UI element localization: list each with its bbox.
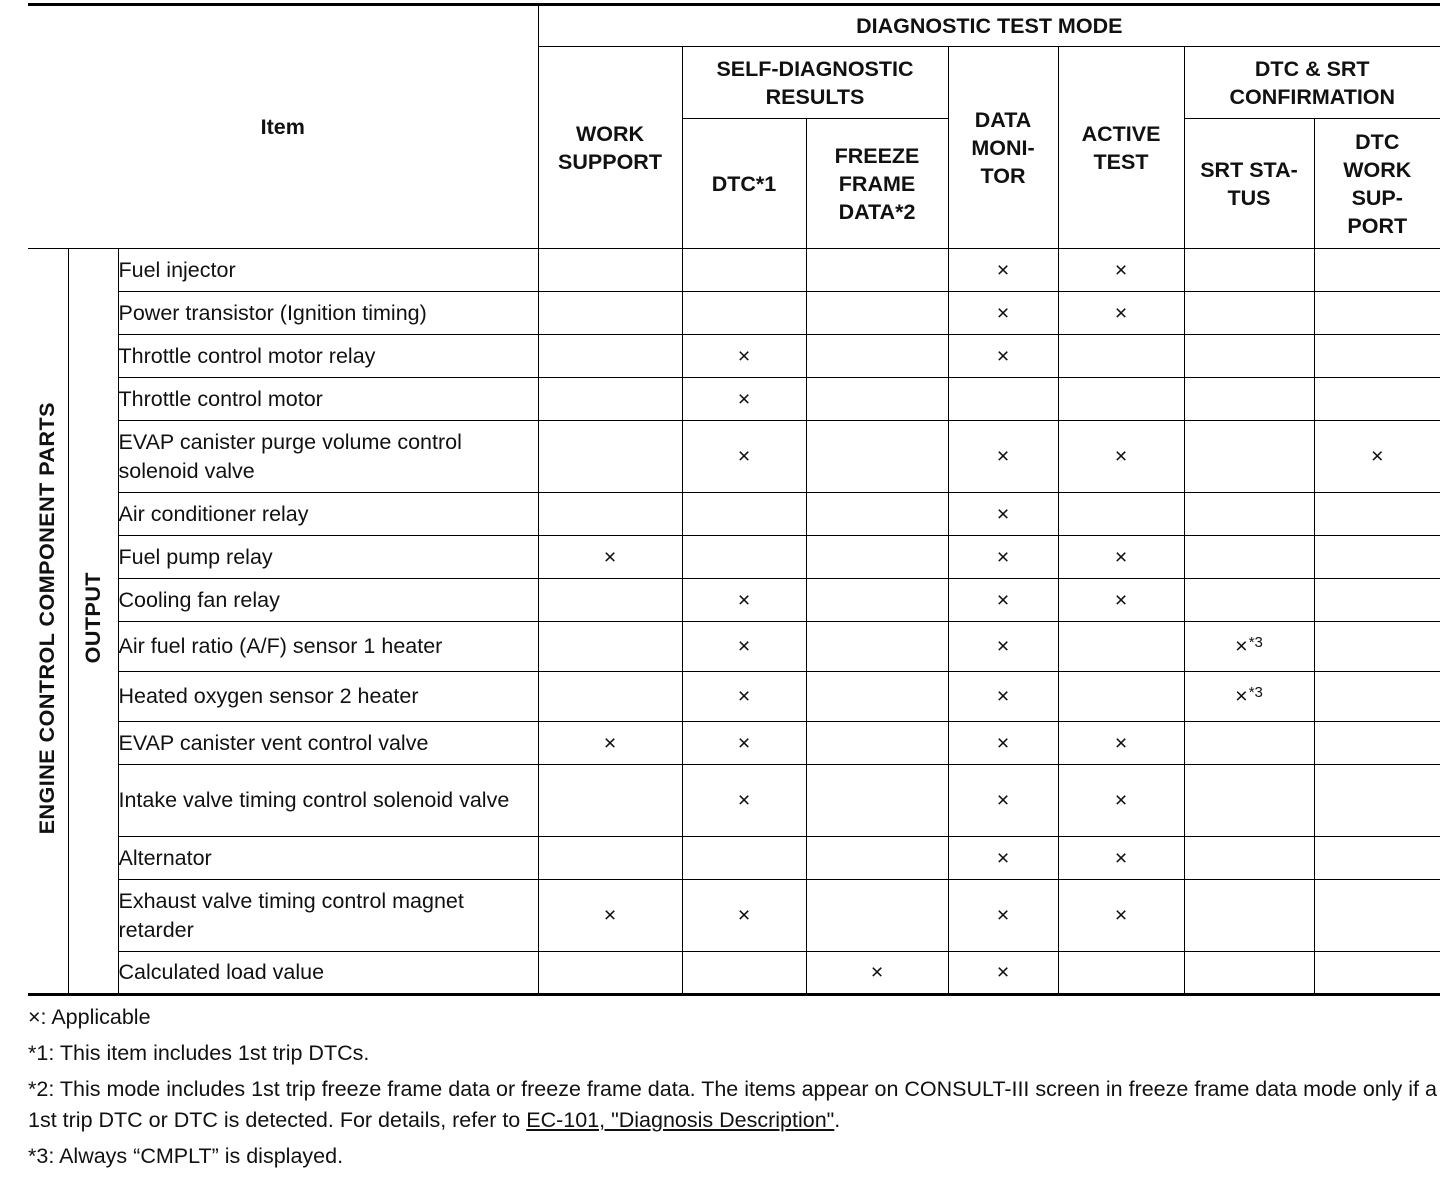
mark-cell — [538, 249, 682, 292]
self-diagnostic-results-header: SELF-DIAGNOSTIC RESULTS — [682, 47, 948, 119]
mark-cell: × — [682, 765, 806, 837]
mark-cell — [1184, 378, 1314, 421]
mark-cell — [1184, 493, 1314, 536]
mark-cell — [1058, 493, 1184, 536]
mark-cell — [1314, 722, 1440, 765]
data-monitor-header: DATA MONI- TOR — [948, 47, 1058, 249]
item-name: Heated oxygen sensor 2 heater — [118, 672, 538, 722]
item-name: Cooling fan relay — [118, 579, 538, 622]
component-group-label: ENGINE CONTROL COMPONENT PARTS — [28, 249, 68, 995]
mark-cell — [1314, 579, 1440, 622]
mark-cell — [806, 292, 948, 335]
mark-cell — [806, 493, 948, 536]
diagnosis-description-link[interactable]: EC-101, "Diagnosis Description" — [526, 1108, 835, 1132]
item-name: Throttle control motor — [118, 378, 538, 421]
mark-cell: × — [1314, 421, 1440, 493]
note-1: *1: This item includes 1st trip DTCs. — [28, 1041, 370, 1065]
diagnostic-test-mode-header: DIAGNOSTIC TEST MODE — [538, 5, 1440, 47]
mark-cell: × — [948, 292, 1058, 335]
note-3: *3: Always “CMPLT” is displayed. — [28, 1144, 344, 1168]
mark-cell: × — [538, 880, 682, 952]
mark-cell — [806, 880, 948, 952]
mark-cell: × — [682, 335, 806, 378]
table-row — [28, 292, 1440, 335]
item-name: Fuel injector — [118, 249, 538, 292]
mark-cell: × — [1058, 765, 1184, 837]
mark-cell: × — [1058, 837, 1184, 880]
item-name: Throttle control motor relay — [118, 335, 538, 378]
mark-cell — [1314, 837, 1440, 880]
mark-cell — [806, 622, 948, 672]
mark-cell — [682, 837, 806, 880]
table-row — [28, 493, 1440, 536]
mark-cell: × — [1058, 722, 1184, 765]
diagnostic-mode-table — [28, 3, 1440, 996]
item-name: Exhaust valve timing control magnet retarder — [118, 880, 538, 952]
mark-cell: × — [682, 378, 806, 421]
footnotes — [28, 1002, 1450, 1172]
mark-cell — [1184, 292, 1314, 335]
mark-cell — [806, 837, 948, 880]
mark-cell — [1184, 765, 1314, 837]
mark-cell — [1314, 536, 1440, 579]
document — [28, 0, 1450, 1177]
mark-cell — [1314, 765, 1440, 837]
mark-cell: × — [948, 837, 1058, 880]
table-row — [28, 421, 1440, 493]
mark-cell: × — [682, 622, 806, 672]
item-name: Alternator — [118, 837, 538, 880]
table-row — [28, 765, 1440, 837]
mark-cell — [1314, 378, 1440, 421]
note-2: *2: This mode includes 1st trip freeze frame data or freeze frame data. The items appear on CONSULT-III screen in freeze frame data mode only if a 1st trip DTC or DTC is detected. For details, refer to EC-101, "Diagnosis Description". — [28, 1077, 1437, 1132]
mark-cell — [1314, 292, 1440, 335]
mark-cell — [1314, 952, 1440, 995]
mark-cell — [806, 378, 948, 421]
table-row — [28, 335, 1440, 378]
mark-cell — [1184, 536, 1314, 579]
mark-cell — [1314, 249, 1440, 292]
mark-cell — [1314, 672, 1440, 722]
table-row — [28, 622, 1440, 672]
mark-cell — [806, 579, 948, 622]
item-name: Air fuel ratio (A/F) sensor 1 heater — [118, 622, 538, 672]
mark-cell: × — [948, 880, 1058, 952]
freeze-frame-header: FREEZE FRAME DATA*2 — [806, 119, 948, 249]
mark-cell — [1058, 622, 1184, 672]
output-group-label: OUTPUT — [68, 249, 118, 995]
mark-cell: × — [538, 536, 682, 579]
table-row — [28, 837, 1440, 880]
dtc-srt-confirmation-header: DTC & SRT CONFIRMATION — [1184, 47, 1440, 119]
mark-cell — [538, 579, 682, 622]
item-name: EVAP canister purge volume control solenoid valve — [118, 421, 538, 493]
mark-cell: × — [948, 672, 1058, 722]
mark-cell — [1184, 837, 1314, 880]
mark-cell: × — [948, 421, 1058, 493]
table-row — [28, 249, 1440, 292]
mark-cell: × — [948, 335, 1058, 378]
mark-cell — [806, 421, 948, 493]
mark-cell — [1184, 952, 1314, 995]
item-name: Intake valve timing control solenoid valve — [118, 765, 538, 837]
mark-cell: × — [538, 722, 682, 765]
mark-cell — [1184, 722, 1314, 765]
mark-cell: × — [948, 765, 1058, 837]
mark-cell: × — [1058, 292, 1184, 335]
mark-cell — [806, 722, 948, 765]
mark-cell — [682, 249, 806, 292]
table-row — [28, 952, 1440, 995]
mark-cell — [1314, 622, 1440, 672]
mark-cell — [682, 292, 806, 335]
mark-cell: × — [682, 579, 806, 622]
srt-status-header: SRT STA- TUS — [1184, 119, 1314, 249]
mark-cell: × — [682, 672, 806, 722]
mark-cell — [1184, 249, 1314, 292]
mark-cell — [538, 952, 682, 995]
mark-cell: ×$^{*3}$ — [1184, 622, 1314, 672]
dtc-work-support-header: DTC WORK SUP- PORT — [1314, 119, 1440, 249]
mark-cell: × — [682, 421, 806, 493]
mark-cell — [538, 493, 682, 536]
dtc-header: DTC*1 — [682, 119, 806, 249]
mark-cell — [538, 292, 682, 335]
mark-cell — [1314, 880, 1440, 952]
mark-cell: × — [682, 880, 806, 952]
mark-cell: × — [1058, 536, 1184, 579]
mark-cell — [1184, 579, 1314, 622]
mark-cell — [538, 421, 682, 493]
mark-cell: × — [948, 536, 1058, 579]
mark-cell — [1058, 952, 1184, 995]
mark-cell: × — [948, 579, 1058, 622]
note-applicable: ×: Applicable — [28, 1005, 151, 1029]
mark-cell — [538, 622, 682, 672]
mark-cell — [538, 765, 682, 837]
mark-cell — [1314, 335, 1440, 378]
mark-cell — [806, 765, 948, 837]
mark-cell — [1184, 421, 1314, 493]
mark-cell — [538, 378, 682, 421]
mark-cell — [538, 672, 682, 722]
mark-cell — [806, 335, 948, 378]
mark-cell: × — [682, 722, 806, 765]
table-row — [28, 722, 1440, 765]
mark-cell — [1058, 672, 1184, 722]
active-test-header: ACTIVE TEST — [1058, 47, 1184, 249]
mark-cell: × — [1058, 421, 1184, 493]
table-row — [28, 880, 1440, 952]
mark-cell — [806, 249, 948, 292]
mark-cell — [948, 378, 1058, 421]
mark-cell — [1184, 335, 1314, 378]
mark-cell — [1314, 493, 1440, 536]
table-row — [28, 672, 1440, 722]
item-name: Air conditioner relay — [118, 493, 538, 536]
mark-cell — [806, 672, 948, 722]
mark-cell: × — [948, 622, 1058, 672]
mark-cell — [538, 335, 682, 378]
mark-cell: × — [948, 722, 1058, 765]
item-name: Calculated load value — [118, 952, 538, 995]
mark-cell: ×$^{*3}$ — [1184, 672, 1314, 722]
mark-cell: × — [1058, 249, 1184, 292]
item-name: Power transistor (Ignition timing) — [118, 292, 538, 335]
mark-cell — [682, 952, 806, 995]
work-support-header: WORK SUPPORT — [538, 47, 682, 249]
table-row — [28, 536, 1440, 579]
table-row — [28, 378, 1440, 421]
mark-cell: × — [806, 952, 948, 995]
mark-cell: × — [948, 493, 1058, 536]
item-name: Fuel pump relay — [118, 536, 538, 579]
mark-cell — [806, 536, 948, 579]
table-row — [28, 579, 1440, 622]
item-header: Item — [28, 5, 538, 249]
mark-cell — [1058, 378, 1184, 421]
mark-cell: × — [1058, 880, 1184, 952]
mark-cell — [682, 493, 806, 536]
mark-cell: × — [948, 249, 1058, 292]
mark-cell — [1184, 880, 1314, 952]
item-name: EVAP canister vent control valve — [118, 722, 538, 765]
mark-cell: × — [1058, 579, 1184, 622]
mark-cell — [682, 536, 806, 579]
mark-cell: × — [948, 952, 1058, 995]
mark-cell — [1058, 335, 1184, 378]
table-body — [28, 249, 1440, 995]
mark-cell — [538, 837, 682, 880]
